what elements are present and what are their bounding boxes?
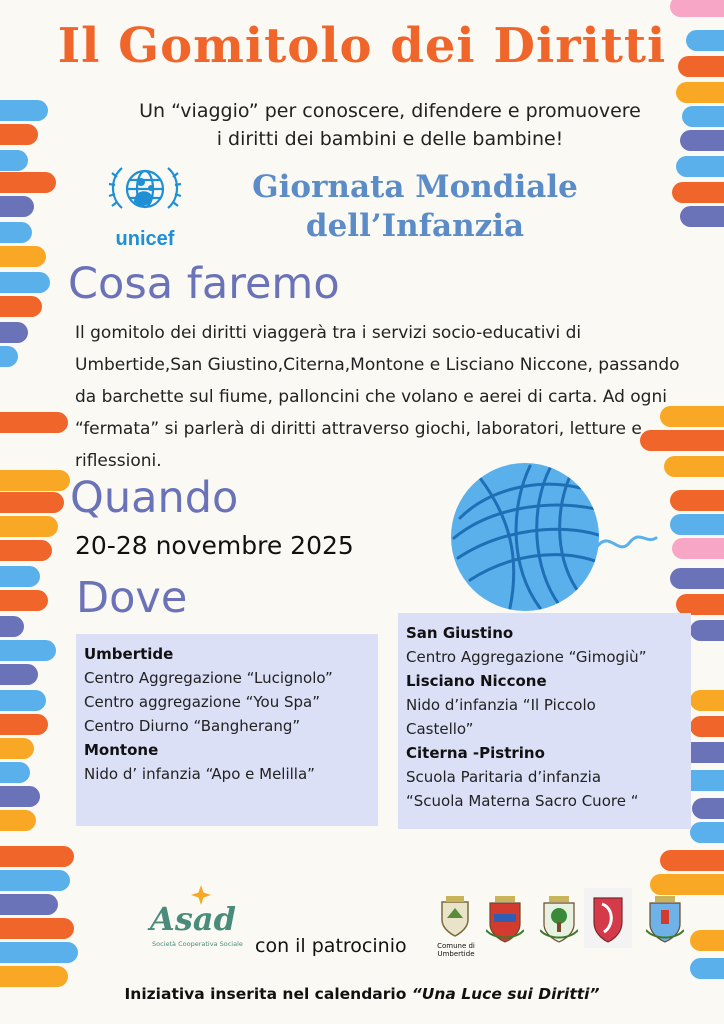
brush-stroke <box>0 786 40 807</box>
location-venue: Centro Diurno “Bangherang” <box>84 717 301 735</box>
brush-stroke <box>0 894 58 915</box>
brush-stroke <box>0 810 36 831</box>
poster-title: Il Gomitolo dei Diritti <box>57 18 667 74</box>
brush-stroke <box>0 124 38 145</box>
quando-heading: Quando <box>70 473 239 523</box>
unicef-wordmark: unicef <box>115 228 175 250</box>
comune-crest-icon <box>646 894 684 944</box>
comune-crest-icon <box>584 888 632 948</box>
location-box-left <box>76 634 378 826</box>
umbertide-crest-icon <box>434 894 476 938</box>
brush-stroke <box>0 918 74 939</box>
calendar-name: “Una Luce sui Diritti” <box>411 985 600 1003</box>
comune-crest-icon <box>540 894 578 944</box>
asad-logo <box>150 884 250 948</box>
brush-stroke <box>0 566 40 587</box>
brush-stroke <box>692 798 724 819</box>
brush-stroke <box>0 412 68 433</box>
brush-stroke <box>670 0 724 17</box>
comune-crest-icon <box>486 894 524 944</box>
event-date: 20-28 novembre 2025 <box>75 531 354 560</box>
brush-stroke <box>0 100 48 121</box>
location-venue: Nido d’infanzia “Il Piccolo <box>406 696 596 714</box>
brush-stroke <box>0 870 70 891</box>
asad-wordmark: Asad <box>150 900 236 938</box>
location-venue: Castello” <box>406 720 474 738</box>
location-venue: Centro Aggregazione “Lucignolo” <box>84 669 333 687</box>
brush-stroke <box>672 182 724 203</box>
cosa-faremo-heading: Cosa faremo <box>68 259 340 309</box>
yarn-ball-illustration <box>450 458 660 618</box>
location-town: Umbertide <box>84 645 174 663</box>
brush-stroke <box>0 664 38 685</box>
brush-stroke <box>0 272 50 293</box>
brush-stroke <box>0 616 24 637</box>
brush-stroke <box>650 874 724 895</box>
location-town: Montone <box>84 741 159 759</box>
unicef-globe-icon <box>100 158 190 224</box>
brush-stroke <box>690 822 724 843</box>
location-town: San Giustino <box>406 624 514 642</box>
brush-stroke <box>0 640 56 661</box>
giornata-line: dell’Infanzia <box>305 208 525 244</box>
brush-stroke <box>660 850 724 871</box>
brush-stroke <box>690 930 724 951</box>
comune-umbertide-crest <box>434 894 476 962</box>
location-box-right <box>398 613 691 829</box>
location-venue: Scuola Paritaria d’infanzia <box>406 768 602 786</box>
brush-stroke <box>0 322 28 343</box>
brush-stroke <box>0 222 32 243</box>
footer-note <box>0 985 724 1003</box>
brush-stroke <box>690 620 724 641</box>
asad-subtitle: Società Cooperativa Sociale <box>152 940 243 948</box>
patrocinio-text: con il patrocinio <box>255 935 407 957</box>
brush-stroke <box>0 690 46 711</box>
location-town: Lisciano Niccone <box>406 672 547 690</box>
location-town: Citerna -Pistrino <box>406 744 545 762</box>
brush-stroke <box>0 246 46 267</box>
subtitle-line: Un “viaggio” per conoscere, difendere e promuovere <box>139 100 641 122</box>
comune-label: Comune di Umbertide <box>437 942 475 958</box>
brush-stroke <box>0 492 64 513</box>
brush-stroke <box>0 738 34 759</box>
poster-subtitle <box>90 97 690 153</box>
brush-stroke <box>0 762 30 783</box>
brush-stroke <box>0 172 56 193</box>
location-venue: Centro aggregazione “You Spa” <box>84 693 321 711</box>
location-venue: Nido d’ infanzia “Apo e Melilla” <box>84 765 315 783</box>
cosa-faremo-text: Il gomitolo dei diritti viaggerà tra i servizi socio-educativi di Umbertide,San Giustino,Citerna,Montone e Lisciano Niccone, passando da barchette sul fiume, palloncini che volano e aerei di carta. Ad ogni “fermata” si parlerà di diritti attraverso giochi, laboratori, letture e riflessioni. <box>75 323 680 471</box>
brush-stroke <box>0 470 70 491</box>
brush-stroke <box>670 490 724 511</box>
brush-stroke <box>670 568 724 589</box>
brush-stroke <box>0 196 34 217</box>
giornata-line: Giornata Mondiale <box>252 169 578 205</box>
unicef-logo <box>100 158 190 250</box>
brush-stroke <box>690 958 724 979</box>
location-venue: Centro Aggregazione “Gimogiù” <box>406 648 647 666</box>
brush-stroke <box>0 966 68 987</box>
footer-prefix: Iniziativa inserita nel calendario <box>124 985 412 1003</box>
brush-stroke <box>0 296 42 317</box>
brush-stroke <box>676 594 724 615</box>
dove-heading: Dove <box>76 573 188 623</box>
brush-stroke <box>0 942 78 963</box>
brush-stroke <box>0 346 18 367</box>
brush-stroke <box>672 538 724 559</box>
brush-stroke <box>0 150 28 171</box>
subtitle-line: i diritti dei bambini e delle bambine! <box>216 128 564 150</box>
location-venue: “Scuola Materna Sacro Cuore “ <box>406 792 639 810</box>
brush-stroke <box>676 156 724 177</box>
brush-stroke <box>0 714 48 735</box>
brush-stroke <box>690 690 724 711</box>
brush-stroke <box>670 514 724 535</box>
brush-stroke <box>0 540 52 561</box>
brush-stroke <box>690 716 724 737</box>
brush-stroke <box>0 846 74 867</box>
brush-stroke <box>680 206 724 227</box>
brush-stroke <box>0 516 58 537</box>
giornata-heading <box>200 168 630 246</box>
brush-stroke <box>0 590 48 611</box>
